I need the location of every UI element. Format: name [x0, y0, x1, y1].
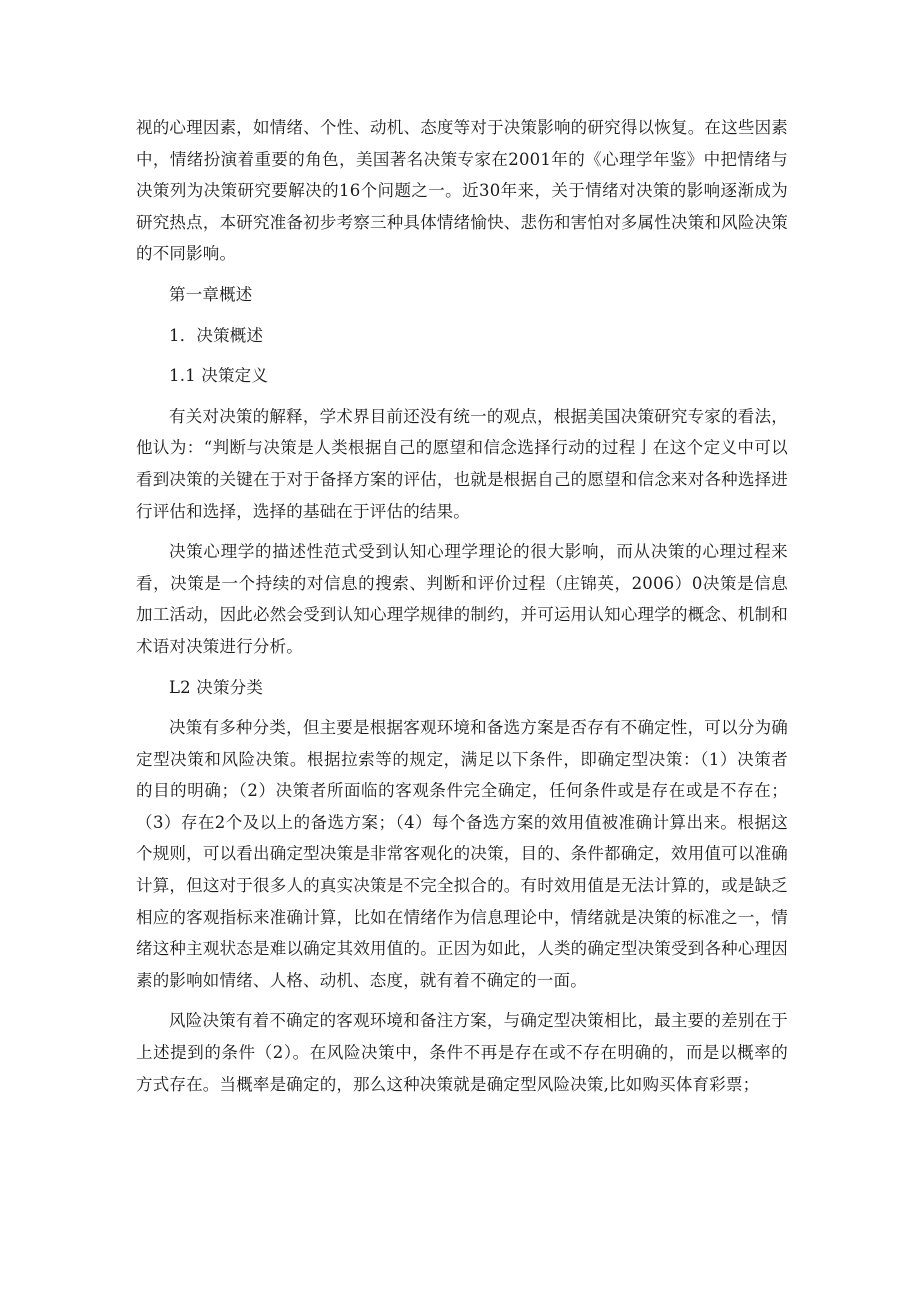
risk-paragraph: 风险决策有着不确定的客观环境和备注方案，与确定型决策相比，最主要的差别在于上述提到的条件（2）。在风险决策中，条件不再是存在或不存在明确的，而是以概率的方式存在。当概率是确定的，那么这种决策就是确定型风险决策,比如购买体育彩票； [136, 1011, 788, 1094]
subsection-heading-1-2: L2 决策分类 [169, 677, 264, 697]
definition-paragraph: 有关对决策的解释，学术界目前还没有统一的观点，根据美国决策研究专家的看法，他认为：“判断与决策是人类根据自己的愿望和信念选择行动的过程亅在这个定义中可以看到决策的关键在于对于备择方案的评估，也就是根据自己的愿望和信念来对各种选择进行评估和选择，选择的基础在于评估的结果。 [136, 406, 788, 521]
intro-paragraph: 视的心理因素，如情绪、个性、动机、态度等对于决策影响的研究得以恢复。在这些因素中，情绪扮演着重要的角色，美国著名决策专家在2001年的《心理学年鉴》中把情绪与决策列为决策研究要解决的16个问题之一。近30年来，关于情绪对决策的影响逐渐成为研究热点，本研究准备初步考察三种具体情绪愉快、悲伤和害怕对多属性决策和风险决策的不同影响。 [136, 118, 788, 264]
subsection-heading-1-1: 1.1 决策定义 [169, 366, 269, 386]
document-body [136, 112, 788, 1100]
psychology-paragraph: 决策心理学的描述性范式受到认知心理学理论的很大影响，而从决策的心理过程来看，决策是一个持续的对信息的搜索、判断和评价过程（庄锦英，2006）0决策是信息加工活动，因此必然会受到认知心理学规律的制约，并可运用认知心理学的概念、机制和术语对决策进行分析。 [136, 542, 788, 656]
chapter-heading: 第一章概述 [169, 284, 253, 304]
section-heading: 1．决策概述 [169, 325, 264, 345]
classification-paragraph: 决策有多种分类，但主要是根据客观环境和备选方案是否存有不确定性，可以分为确定型决策和风险决策。根据拉索等的规定，满足以下条件，即确定型决策：（1）决策者的目的明确；（2）决策者所面临的客观条件完全确定，任何条件或是存在或是不存在；（3）存在2个及以上的备选方案；（4）每个备选方案的效用值被准确计算出来。根据这个规则，可以看出确定型决策是非常客观化的决策，目的、条件都确定，效用值可以准确计算，但这对于很多人的真实决策是不完全拟合的。有时效用值是无法计算的，或是缺乏相应的客观指标来准确计算，比如在情绪作为信息理论中，情绪就是决策的标准之一，情绪这种主观状态是难以确定其效用值的。正因为如此，人类的确定型决策受到各种心理因素的影响如情绪、人格、动机、态度，就有着不确定的一面。 [136, 718, 788, 990]
